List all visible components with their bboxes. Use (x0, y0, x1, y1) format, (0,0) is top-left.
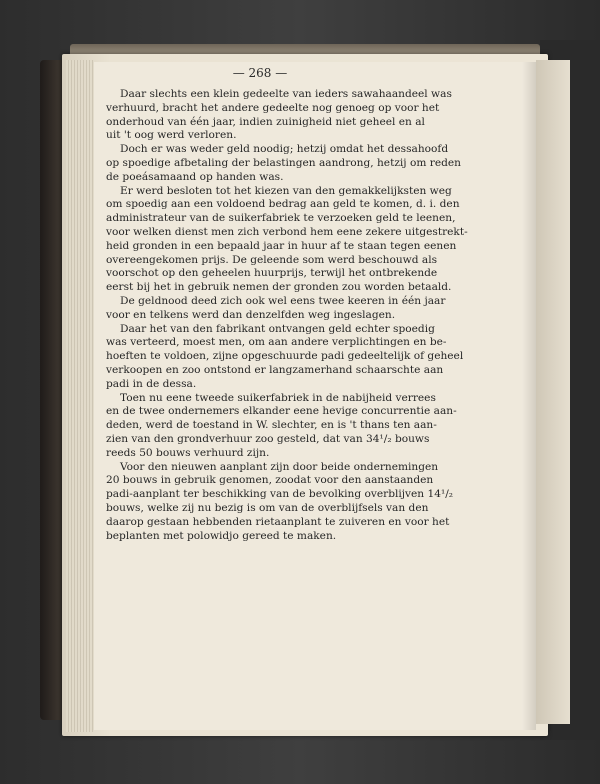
text-line: verkoopen en zoo ontstond er langzamerhand schaarschte aan (106, 363, 444, 376)
text-line: op spoedige afbetaling der belastingen aandrong, hetzij om reden (106, 156, 461, 169)
text-line: om spoedig aan een voldoend bedrag aan geld te komen, d. i. den (106, 198, 460, 211)
page-number: — 268 — (232, 66, 288, 80)
text-line: overeengekomen prijs. De geleende som werd beschouwd als (106, 253, 438, 266)
text-line: De geldnood deed zich ook wel eens twee keeren in één jaar (120, 294, 446, 307)
text-line: daarop gestaan hebbenden rietaanplant te zuiveren en voor het (106, 515, 450, 528)
text-line: onderhoud van één jaar, indien zuinigheid niet geheel en al (106, 115, 425, 128)
text-line: verhuurd, bracht het andere gedeelte nog genoeg op voor het (106, 101, 440, 114)
text-line: bouws, welke zij nu bezig is om van de overblijfsels van den (106, 501, 429, 514)
text-line: was verteerd, moest men, om aan andere verplichtingen en be- (106, 336, 447, 349)
text-line: Toen nu eene tweede suikerfabriek in de nabijheid verrees (120, 391, 436, 404)
text-line: 20 bouws in gebruik genomen, zoodat voor den aanstaanden (106, 474, 434, 487)
text-line: deden, werd de toestand in W. slechter, en is 't thans ten aan- (106, 419, 437, 432)
text-line: de poeásamaand op handen was. (106, 170, 284, 183)
text-line: administrateur van de suikerfabriek te verzoeken geld te leenen, (106, 212, 456, 225)
text-line: reeds 50 bouws verhuurd zijn. (106, 446, 270, 459)
text-line: uit 't oog werd verloren. (106, 129, 237, 142)
text-line: Voor den nieuwen aanplant zijn door beide ondernemingen (120, 460, 439, 473)
text-line: heid gronden in een bepaald jaar in huur af te staan tegen eenen (106, 239, 457, 252)
page-edges (66, 60, 94, 732)
body-text (106, 88, 468, 543)
text-line: beplanten met polowidjo gereed te maken. (106, 529, 337, 542)
text-line: Daar slechts een klein gedeelte van ieders sawahaandeel was (120, 88, 452, 100)
text-line: eerst bij het in gebruik nemen der gronden zou worden betaald. (106, 281, 452, 294)
text-line: zien van den grondverhuur zoo gesteld, dat van 34¹/₂ bouws (106, 432, 430, 445)
text-line: padi-aanplant ter beschikking van de bevolking overblijven 14¹/₂ (106, 488, 454, 501)
text-line: Er werd besloten tot het kiezen van den gemakkelijksten weg (120, 184, 452, 197)
text-line: voor en telkens werd dan denzelfden weg ingeslagen. (106, 308, 396, 321)
text-line: Doch er was weder geld noodig; hetzij omdat het dessahoofd (120, 143, 449, 156)
text-line: Daar het van den fabrikant ontvangen geld echter spoedig (120, 322, 435, 335)
right-page-leaf (536, 60, 570, 724)
text-line: en de twee ondernemers elkander eene hevige concurrentie aan- (106, 405, 457, 418)
text-line: hoeften te voldoen, zijne opgeschuurde padi gedeeltelijk of geheel (106, 350, 464, 363)
gutter-shadow (522, 62, 536, 730)
text-line: voor welken dienst men zich verbond hem eene zekere uitgestrekt- (106, 225, 468, 238)
text-line: padi in de dessa. (106, 377, 197, 390)
text-line: voorschot op den geheelen huurprijs, terwijl het ontbrekende (106, 267, 438, 280)
